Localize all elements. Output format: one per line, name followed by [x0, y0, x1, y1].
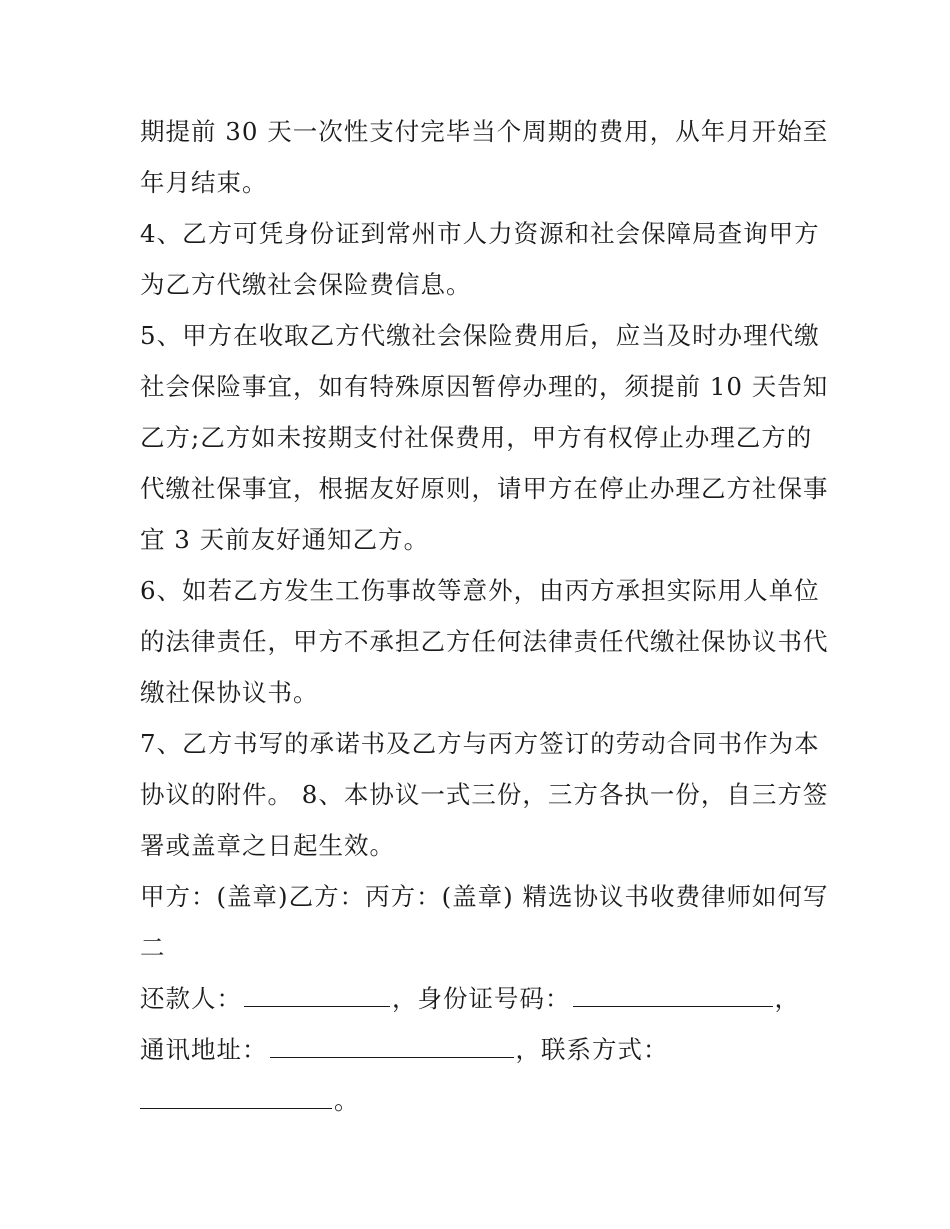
address-form-line: [140, 1024, 830, 1075]
contact-end: 。: [334, 1086, 360, 1115]
repayer-label: 还款人：: [140, 984, 242, 1013]
text-line: 7、乙方书写的承诺书及乙方与丙方签订的劳动合同书作为本: [140, 729, 820, 758]
address-label: 通讯地址：: [140, 1035, 268, 1064]
text-line: 6、如若乙方发生工伤事故等意外，由丙方承担实际用人单位: [140, 576, 820, 605]
contact-form-line: [140, 1075, 830, 1126]
text-line: 社会保险事宜，如有特殊原因暂停办理的，须提前 10 天告知: [140, 372, 829, 401]
text-line: 代缴社保事宜，根据友好原则，请甲方在停止办理乙方社保事: [140, 474, 829, 503]
address-blank[interactable]: [270, 1035, 514, 1058]
repayer-form-line: [140, 973, 830, 1024]
text-line: 甲方：(盖章)乙方：丙方：(盖章) 精选协议书收费律师如何写: [140, 882, 829, 911]
text-line: 署或盖章之日起生效。: [140, 831, 395, 860]
text-line: 协议的附件。 8、本协议一式三份，三方各执一份，自三方签: [140, 780, 829, 809]
text-line: 缴社保协议书。: [140, 678, 319, 707]
repayer-blank[interactable]: [244, 984, 390, 1007]
contact-blank[interactable]: [140, 1086, 332, 1109]
text-line: 乙方;乙方如未按期支付社保费用，甲方有权停止办理乙方的: [140, 423, 813, 452]
text-line: 二: [140, 933, 166, 962]
text-line: 的法律责任，甲方不承担乙方任何法律责任代缴社保协议书代: [140, 627, 829, 656]
document-body: [140, 106, 830, 1126]
text-line: 4、乙方可凭身份证到常州市人力资源和社会保障局查询甲方: [140, 219, 820, 248]
id-number-blank[interactable]: [573, 984, 773, 1007]
text-line: 宜 3 天前友好通知乙方。: [140, 525, 430, 554]
id-number-end: ，: [774, 984, 800, 1013]
id-number-label: ，身份证号码：: [392, 984, 571, 1013]
text-line: 为乙方代缴社会保险费信息。: [140, 270, 472, 299]
text-line: 年月结束。: [140, 168, 268, 197]
text-line: 5、甲方在收取乙方代缴社会保险费用后，应当及时办理代缴: [140, 321, 820, 350]
text-line: 期提前 30 天一次性支付完毕当个周期的费用，从年月开始至: [140, 117, 829, 146]
contact-label: ，联系方式：: [515, 1035, 669, 1064]
